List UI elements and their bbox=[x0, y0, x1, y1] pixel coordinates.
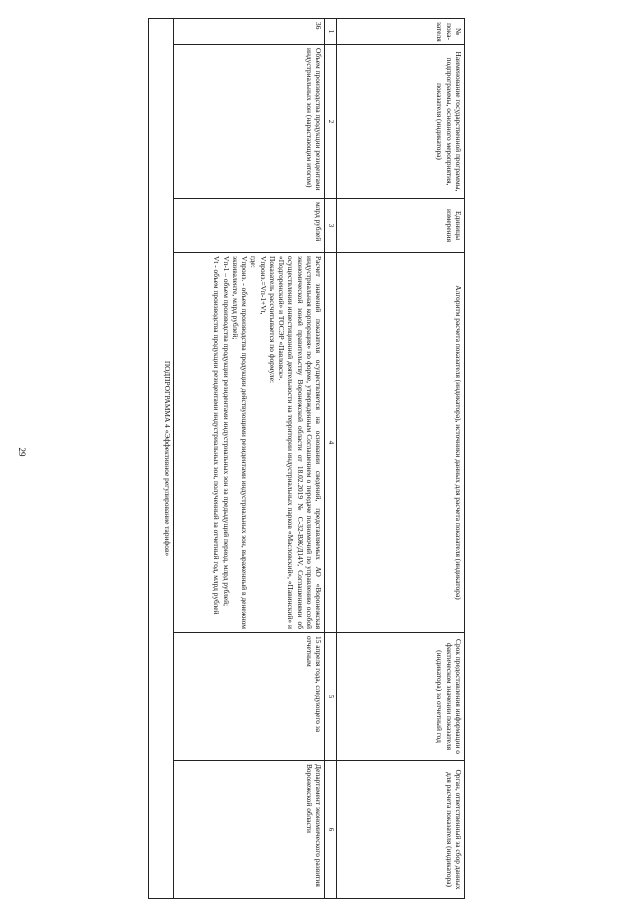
header-number: № пока-зателя bbox=[337, 19, 465, 45]
header-responsible: Орган, ответственный за сбор данных для расчета показателя (индикатора) bbox=[337, 761, 465, 899]
indicators-table bbox=[148, 18, 465, 899]
row-responsible: Департамент экономического развития Воронежской области bbox=[174, 761, 325, 899]
row-unit: млрд рублей bbox=[174, 199, 325, 253]
algorithm-definition: Vt - объем производства продукции резидентами индустриальных зон, полученный за отчетный год, млрд рублей bbox=[212, 256, 222, 615]
header-deadline: Срок предоставления информации о фактическом значении показателя (индикатора) за отчетный год bbox=[337, 633, 465, 761]
row-number: 36 bbox=[174, 19, 325, 45]
algorithm-where: где: bbox=[249, 256, 259, 268]
header-unit: Единицы измерения bbox=[337, 199, 465, 253]
subprogram-title: ПОДПРОГРАММА 4 «Эффективное регулирование тарифов» bbox=[149, 19, 174, 899]
algorithm-intro: Расчет значений показателя осуществляется на основании сведений, представляемых АО «Воронежская индустриальная корпорация» по форме, утвержденным Соглашением о передаче полномочий по управлению особой экономической зоной правительству Воронежской области от 18.02.2019 № С-32-ВЖ/Д14V, Соглашениями об осуществлении инвестиционной деятельности на территории индустриальных парков «Масловский», «Павинский» и «Подгоренский» и ТОСЭР «Павловск». bbox=[277, 256, 324, 629]
table-row bbox=[174, 19, 325, 899]
row-algorithm bbox=[174, 253, 325, 633]
algorithm-definition: Vп-1 – объем производства продукции резидентами индустриальных зон за предыдущий период, млрд рублей; bbox=[221, 256, 231, 607]
column-number: 5 bbox=[325, 633, 337, 761]
algorithm-formula: Vпроиз.=Vп-1+Vt, bbox=[258, 256, 268, 315]
column-number: 4 bbox=[325, 253, 337, 633]
row-deadline: 15 апреля года, следующего за отчетным bbox=[174, 633, 325, 761]
column-number: 1 bbox=[325, 19, 337, 45]
algorithm-formula-lead: Показатель рассчитывается по формуле: bbox=[268, 256, 277, 383]
page-number: 29 bbox=[17, 447, 27, 457]
algorithm-definition: Vпроиз. - объем производства продукции действующими резидентами индустриальных зон, выраженный в денежном эквиваленте, млрд рублей; bbox=[231, 256, 250, 629]
subprogram-row bbox=[149, 19, 174, 899]
header-name: Наименование государственной программы, подпрограммы, основного мероприятия, показателя (индикатора) bbox=[337, 45, 465, 199]
rotated-table-container bbox=[165, 18, 465, 898]
table-header-row bbox=[337, 19, 465, 899]
column-number: 3 bbox=[325, 199, 337, 253]
column-number: 2 bbox=[325, 45, 337, 199]
column-numbers-row bbox=[325, 19, 337, 899]
row-indicator-name: Объем производства продукции резидентами индустриальных зон (нарастающим итогом) bbox=[174, 45, 325, 199]
column-number: 6 bbox=[325, 761, 337, 899]
header-algorithm: Алгоритм расчета показателя (индикатора), источники данных для расчета показателя (индикатора) bbox=[337, 253, 465, 633]
